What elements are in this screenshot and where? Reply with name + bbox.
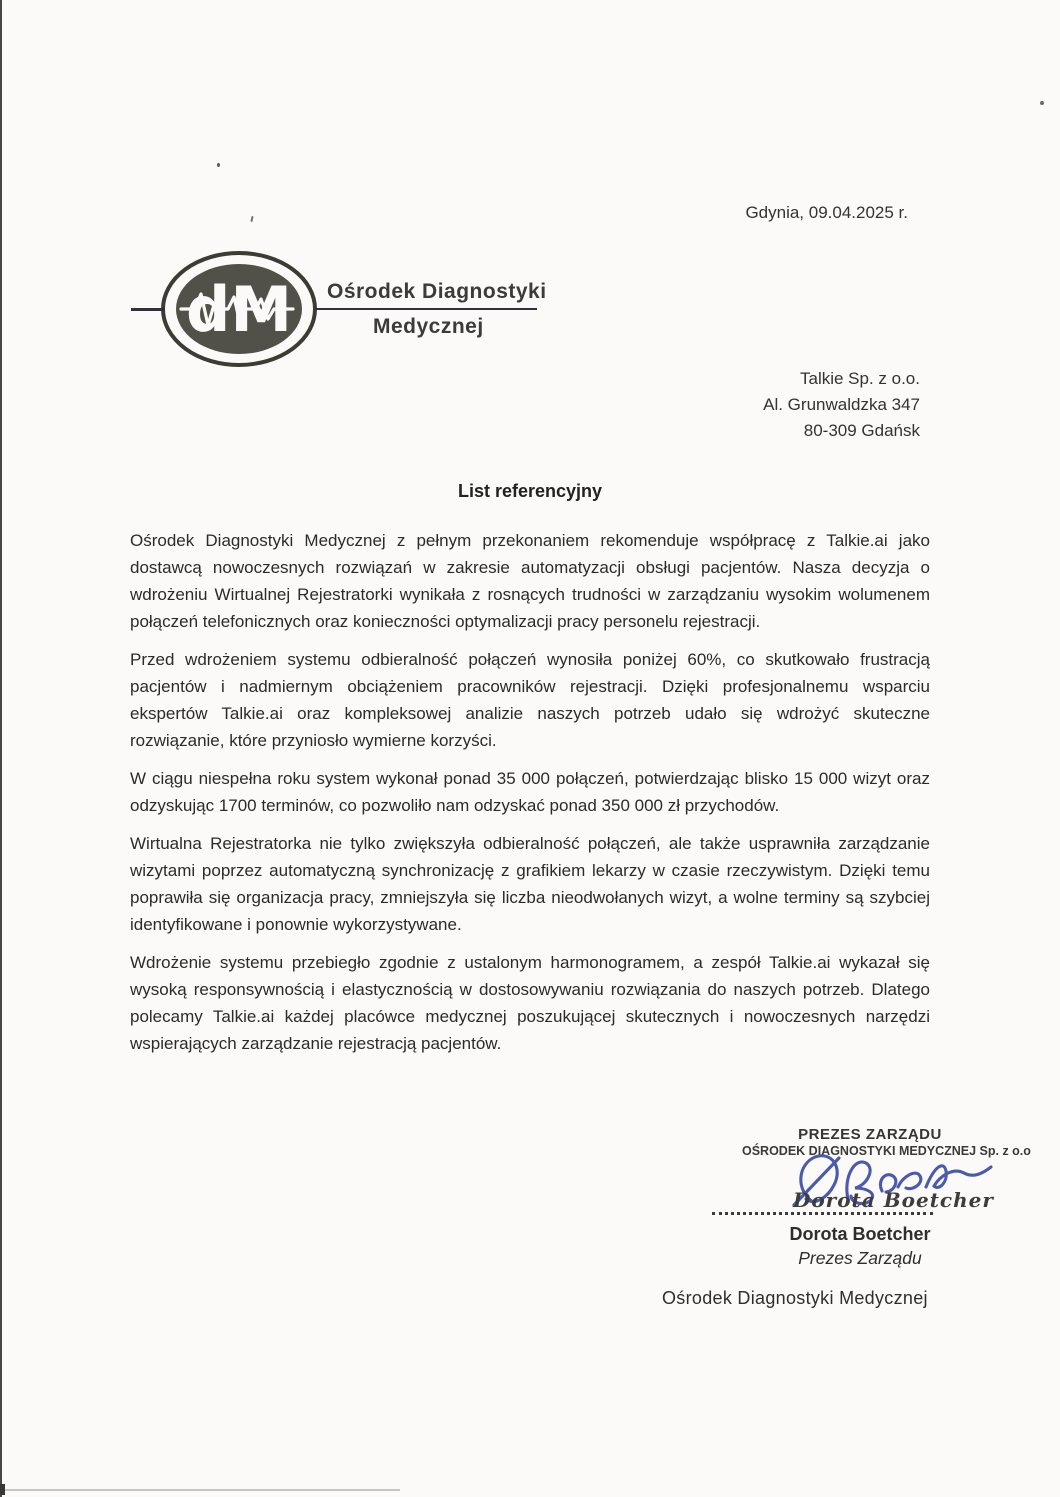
signer-name: Dorota Boetcher bbox=[789, 1224, 931, 1244]
recipient-city: 80-309 Gdańsk bbox=[803, 421, 920, 440]
stamp-company: OŚRODEK DIAGNOSTYKI MEDYCZNEJ Sp. z o.o bbox=[742, 1144, 1031, 1158]
scan-edge-artifact bbox=[0, 1489, 400, 1491]
signer-company: Ośrodek Diagnostyki Medycznej bbox=[662, 1288, 928, 1308]
scan-speck bbox=[1040, 101, 1044, 105]
recipient-street: Al. Grunwaldzka 347 bbox=[763, 395, 920, 414]
letter-body bbox=[130, 481, 930, 1068]
logo-name-line2: Medycznej bbox=[373, 315, 484, 338]
letter-title: List referencyjny bbox=[457, 481, 603, 501]
scan-edge-artifact bbox=[0, 1484, 5, 1495]
logo-monogram: dM bbox=[185, 273, 293, 346]
stamp-signer-name: Dorota Boetcher bbox=[793, 1188, 994, 1212]
scan-speck bbox=[217, 163, 220, 167]
recipient-company: Talkie Sp. z o.o. bbox=[799, 369, 920, 388]
paragraph-1: Ośrodek Diagnostyki Medycznej z pełnym przekonaniem rekomenduje współpracę z Talkie.ai jako dostawcą nowoczesnych rozwiązań w zakresie automatyzacji obsługi pacjentów. Nasza decyzja o wdrożeniu Wirtualnej Rejestratorki wynikała z rosnących trudności w zarządzaniu wysokim wolumenem połączeń telefonicznych oraz konieczności optymalizacji pracy personelu rejestracji. bbox=[130, 531, 930, 631]
logo-name-line1: Ośrodek Diagnostyki bbox=[327, 280, 547, 303]
signature-dotted-line bbox=[712, 1203, 933, 1215]
date-line: Gdynia, 09.04.2025 r. bbox=[745, 203, 908, 222]
scan-edge-artifact bbox=[0, 0, 2, 1497]
recipient-address bbox=[763, 366, 920, 444]
paragraph-2: Przed wdrożeniem systemu odbieralność połączeń wynosiła poniżej 60%, co skutkowało frustracją pacjentów i nadmiernym obciążeniem pracowników rejestracji. Dzięki profesjonalnemu wsparciu ekspertów Talkie.ai oraz kompleksowej analizie naszych potrzeb udało się wdrożyć skuteczne rozwiązanie, które przyniosło wymierne korzyści. bbox=[130, 650, 930, 750]
letterhead-rule-right bbox=[315, 308, 537, 310]
letterhead-rule-left bbox=[131, 308, 165, 311]
paragraph-5: Wdrożenie systemu przebiegło zgodnie z ustalonym harmonogramem, a zespół Talkie.ai wykazał się wysoką responsywnością i elastycznością w dostosowywaniu rozwiązania do naszych potrzeb. Dlatego polecamy Talkie.ai każdej placówce medycznej poszukującej skutecznych i nowoczesnych narzędzi wspierających zarządzanie rejestracją pacjentów. bbox=[130, 953, 930, 1053]
paragraph-3: W ciągu niespełna roku system wykonał ponad 35 000 połączeń, potwierdzając blisko 15 000 wizyt oraz odzyskując 1700 terminów, co pozwoliło nam odzyskać ponad 350 000 zł przychodów. bbox=[130, 769, 930, 815]
paragraph-4: Wirtualna Rejestratorka nie tylko zwiększyła odbieralność połączeń, ale także usprawniła zarządzanie wizytami poprzez automatyczną synchronizację z grafikiem lekarzy w czasie rzeczywistym. Dzięki temu poprawiła się organizacja pracy, zmniejszyła się liczba nieodwołanych wizyt, a wolne terminy są szybciej identyfikowane i ponownie wykorzystywane. bbox=[130, 834, 930, 934]
stamp-title: PREZES ZARZĄDU bbox=[798, 1126, 942, 1143]
signer-role: Prezes Zarządu bbox=[798, 1248, 922, 1268]
scan-speck bbox=[250, 216, 253, 222]
